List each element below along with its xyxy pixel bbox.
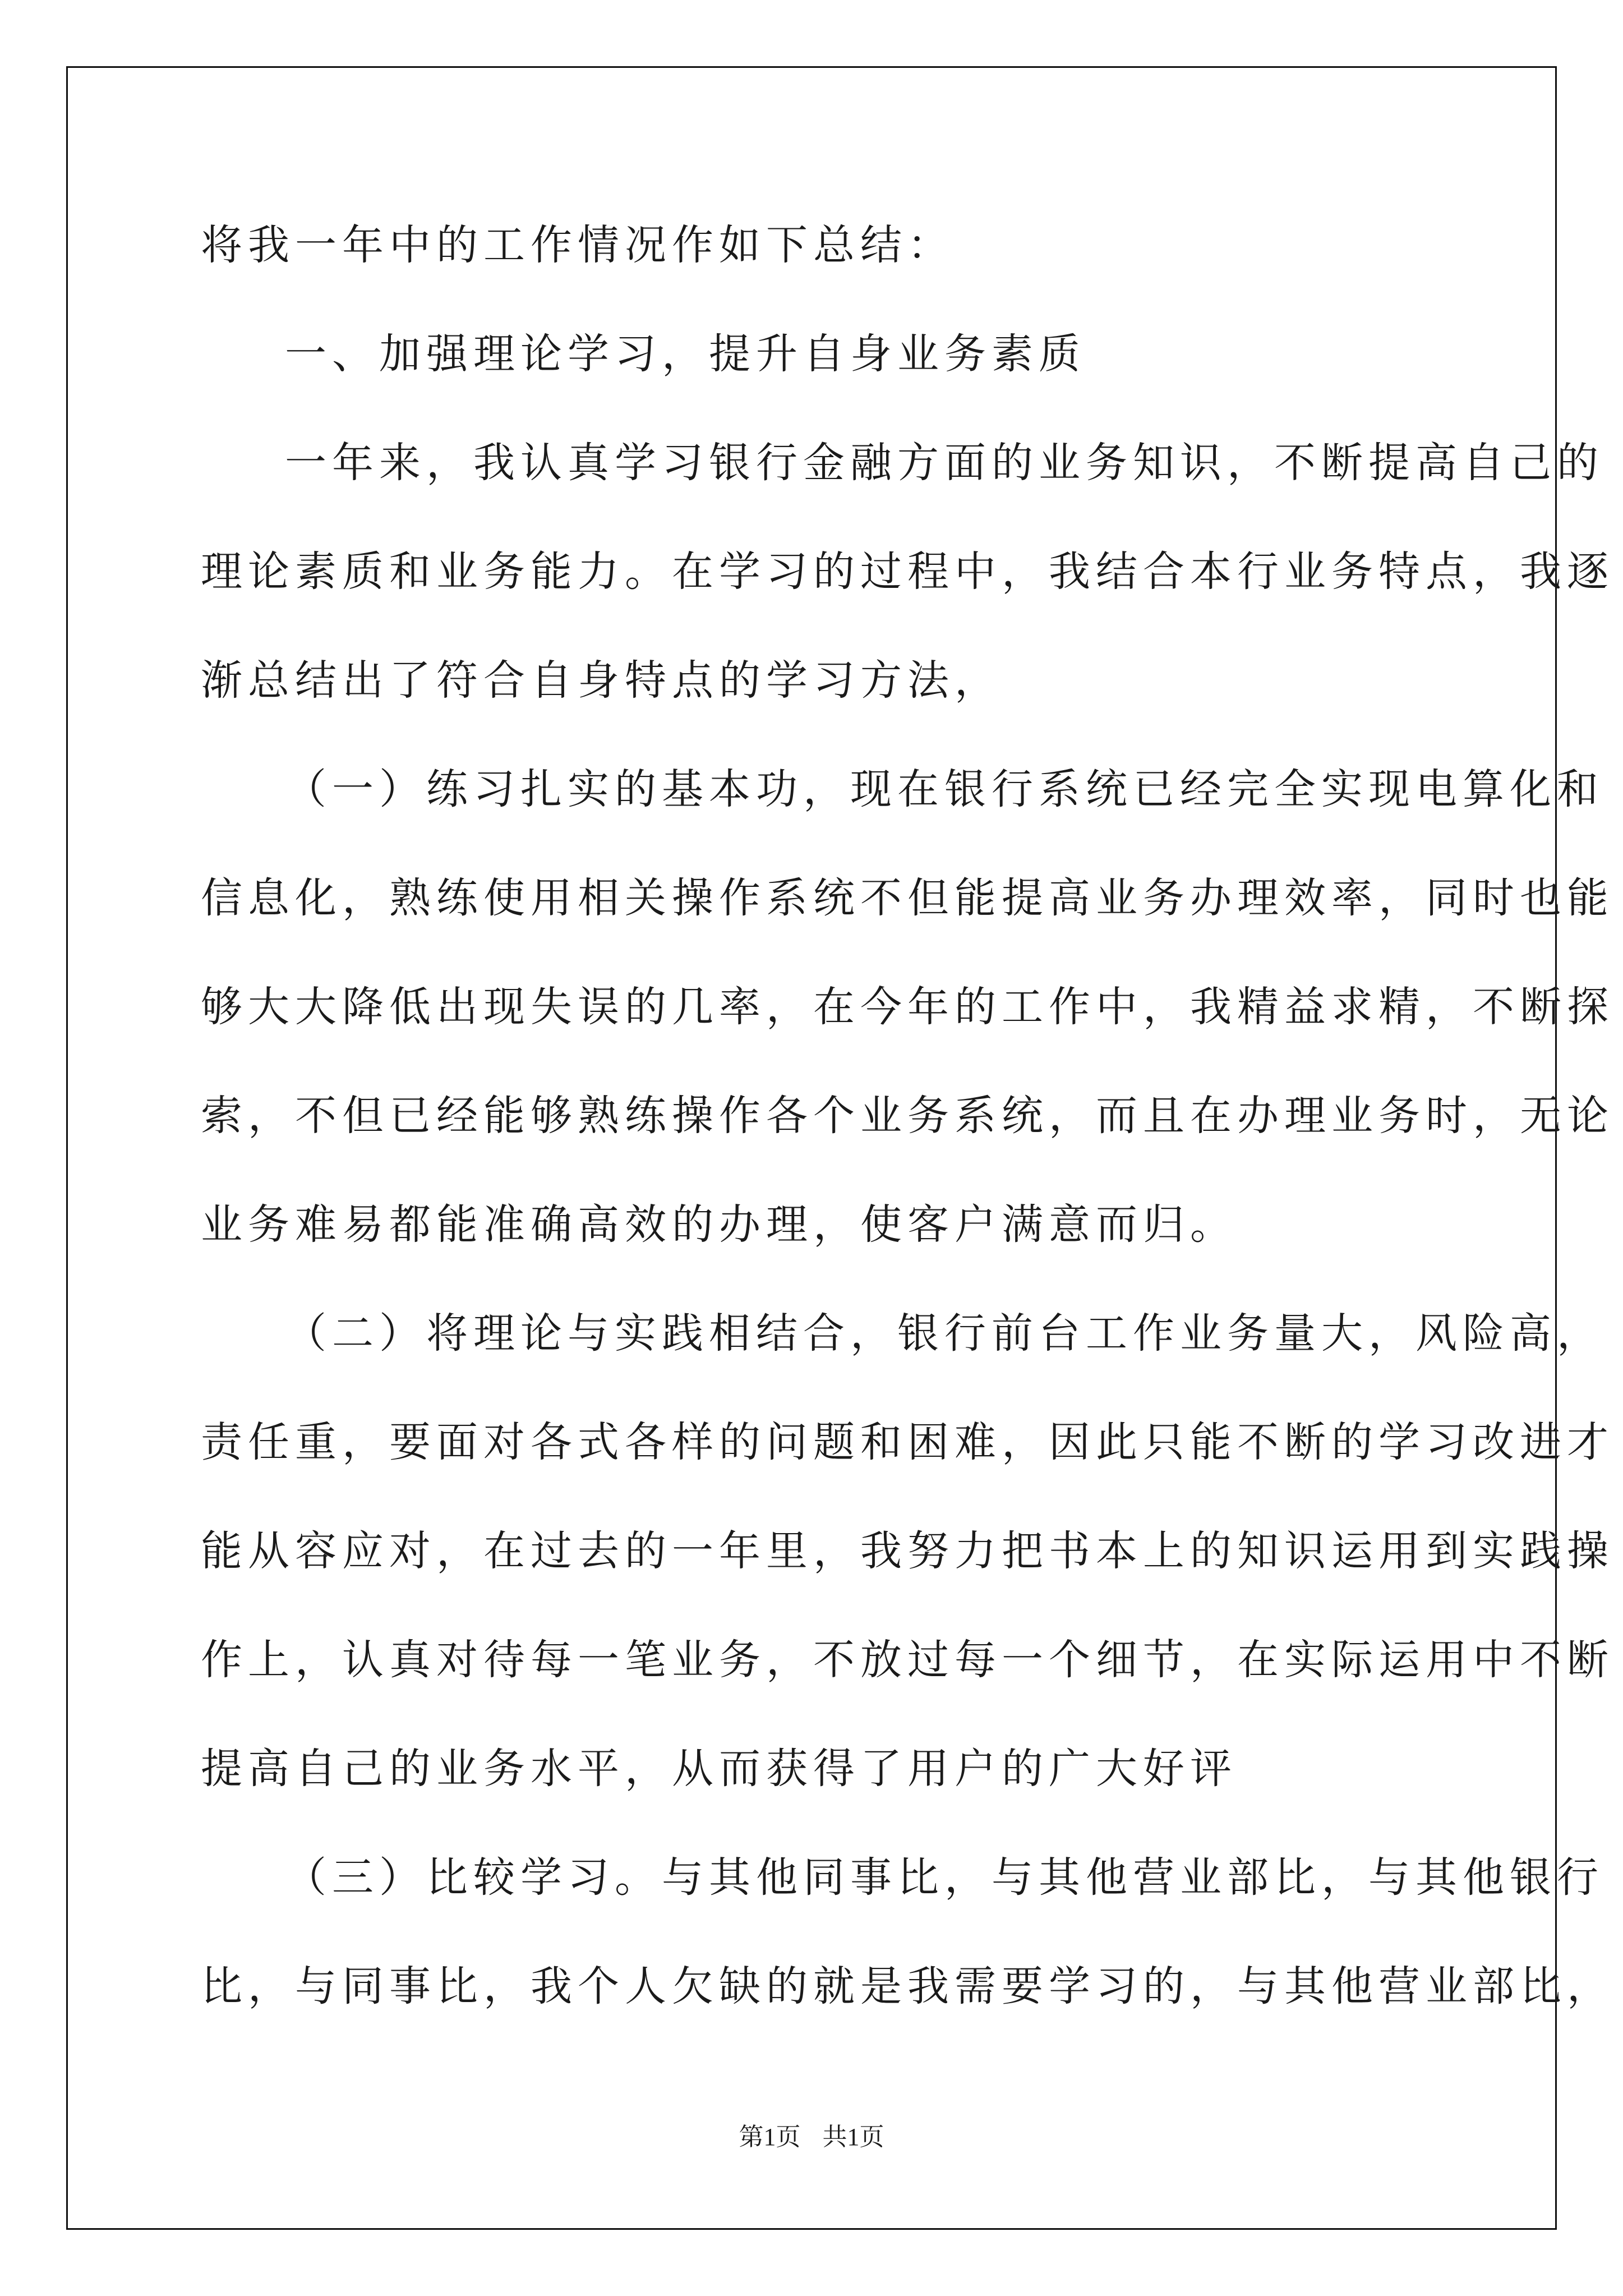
- text-line: 提高自己的业务水平，从而获得了用户的广大好评: [201, 1745, 1237, 1793]
- text-line: 责任重，要面对各式各样的问题和困难，因此只能不断的学习改进才: [201, 1418, 1614, 1466]
- text-line: 理论素质和业务能力。在学习的过程中，我结合本行业务特点，我逐: [201, 547, 1614, 596]
- page-number: 第1页: [739, 2123, 801, 2151]
- text-line: 作上，认真对待每一笔业务，不放过每一个细节，在实际运用中不断: [201, 1636, 1614, 1684]
- text-line: 索，不但已经能够熟练操作各个业务系统，而且在办理业务时，无论: [201, 1092, 1614, 1140]
- page-total: 共1页: [822, 2123, 884, 2151]
- text-line: （三）比较学习。与其他同事比，与其他营业部比，与其他银行: [285, 1853, 1604, 1902]
- section-heading: 一、加强理论学习，提升自身业务素质: [285, 330, 1086, 378]
- text-line: 业务难易都能准确高效的办理，使客户满意而归。: [201, 1200, 1237, 1249]
- text-line: 信息化，熟练使用相关操作系统不但能提高业务办理效率，同时也能: [201, 874, 1614, 922]
- text-line: 够大大降低出现失误的几率，在今年的工作中，我精益求精，不断探: [201, 983, 1614, 1031]
- text-line: （一）练习扎实的基本功，现在银行系统已经完全实现电算化和: [285, 765, 1604, 813]
- text-line: 一年来，我认真学习银行金融方面的业务知识，不断提高自己的: [285, 439, 1604, 487]
- page-footer: [0, 2120, 1623, 2154]
- text-line: 渐总结出了符合自身特点的学习方法，: [201, 656, 1002, 705]
- text-line: 能从容应对，在过去的一年里，我努力把书本上的知识运用到实践操: [201, 1527, 1614, 1575]
- text-line: 将我一年中的工作情况作如下总结：: [201, 221, 955, 269]
- document-body: [201, 191, 1614, 2041]
- text-line: 比，与同事比，我个人欠缺的就是我需要学习的，与其他营业部比，: [201, 1962, 1614, 2010]
- text-line: （二）将理论与实践相结合，银行前台工作业务量大，风险高，: [285, 1309, 1604, 1358]
